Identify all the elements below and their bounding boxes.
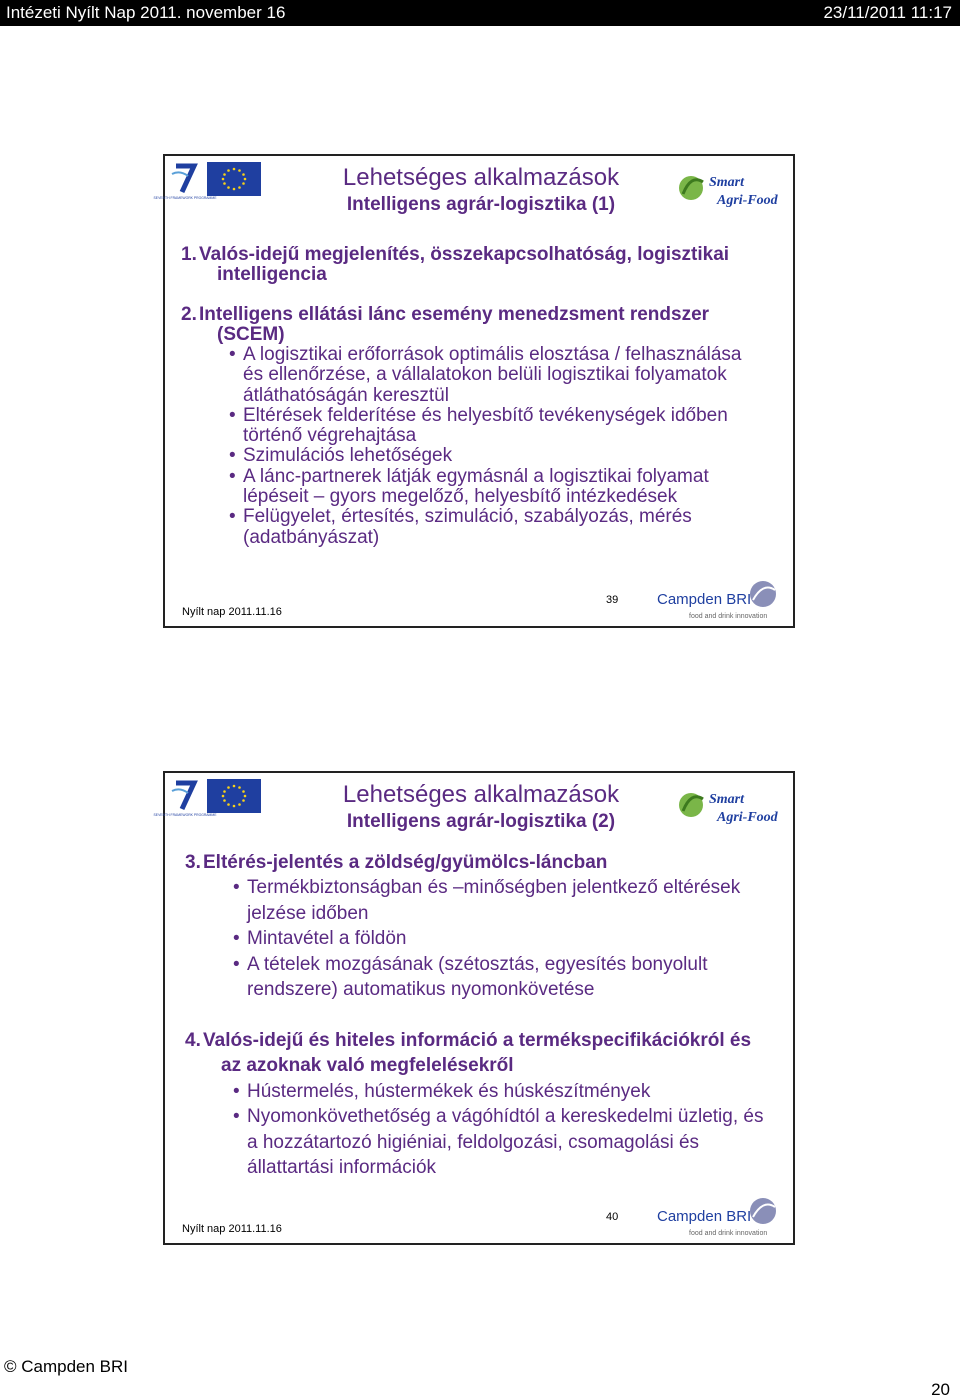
slide-39 xyxy=(153,154,795,628)
bullet-item: • A tételek mozgásának (szétosztás, egyesítés bonyolult rendszere) automatikus nyomonkövetése xyxy=(221,952,773,1003)
copyright-footer: © Campden BRI xyxy=(4,1357,129,1376)
document-header-bar xyxy=(0,0,960,26)
campden-tagline: food and drink innovation xyxy=(689,1230,768,1237)
campden-bri-logo xyxy=(655,1195,779,1239)
numbered-item: 4. Valós-idejű és hiteles információ a termékspecifikációkról és az azoknak való megfelelésekről xyxy=(185,1029,752,1076)
bullet-list xyxy=(217,345,759,548)
bullet-item: • Nyomonkövethetőség a vágóhídtól a kereskedelmi üzletig, és a hozzátartozó higiéniai, feldolgozási, csomagolási és állattartási információk xyxy=(221,1104,773,1181)
slide-footer-text: Nyílt nap 2011.11.16 xyxy=(182,606,282,618)
slide-title: Lehetséges alkalmazások xyxy=(342,781,620,808)
fp7-logo-text: SEVENTH FRAMEWORK PROGRAMME xyxy=(153,196,217,200)
fp7-logo-text: SEVENTH FRAMEWORK PROGRAMME xyxy=(153,813,217,817)
bullet-item: • A lánc-partnerek látják egymásnál a logisztikai folyamat lépéseit – gyors megelőző, helyesbítő intézkedések xyxy=(217,467,759,508)
bullet-list xyxy=(221,875,773,1003)
agrifood-logo-text: Agri-Food xyxy=(717,810,778,825)
slide-subtitle: Intelligens agrár-logisztika (1) xyxy=(346,194,616,215)
slide-title: Lehetséges alkalmazások xyxy=(342,164,620,191)
numbered-item: 1. Valós-idejű megjelenítés, összekapcsolhatóság, logisztikai intelligencia xyxy=(181,244,730,285)
bullet-item: • Mintavétel a földön xyxy=(221,926,773,952)
slide-page-number: 39 xyxy=(606,594,619,606)
bullet-item: • Termékbiztonságban és –minőségben jelentkező eltérések jelzése időben xyxy=(221,875,773,926)
slide-body xyxy=(181,244,759,548)
item-text: Valós-idejű megjelenítés, összekapcsolhatóság, logisztikai intelligencia xyxy=(199,244,730,285)
campden-logo-text: Campden BRI xyxy=(657,591,752,608)
slide-footer-text: Nyílt nap 2011.11.16 xyxy=(182,1223,282,1235)
slide-page-number: 40 xyxy=(606,1211,619,1223)
bullet-item: • Felügyelet, értesítés, szimuláció, szabályozás, mérés (adatbányászat) xyxy=(217,507,759,548)
item-text: Intelligens ellátási lánc esemény menedzsment rendszer (SCEM) xyxy=(199,304,710,345)
slide-body xyxy=(185,850,773,1181)
item-text: Eltérés-jelentés a zöldség/gyümölcs-láncban xyxy=(203,852,608,873)
bullet-item: • Eltérések felderítése és helyesbítő tevékenységek időben történő végrehajtása xyxy=(217,406,759,447)
document-page-number: 20 xyxy=(931,1380,950,1399)
header-left-text: Intézeti Nyílt Nap 2011. november 16 xyxy=(6,3,286,22)
agrifood-logo-text: Agri-Food xyxy=(717,193,778,208)
campden-logo-text: Campden BRI xyxy=(657,1208,752,1225)
bullet-item: • A logisztikai erőforrások optimális elosztása / felhasználása és ellenőrzése, a vállalatokon belüli logisztikai folyamatok átláthatóságán keresztül xyxy=(217,345,759,406)
bullet-list xyxy=(221,1079,773,1181)
bullet-item: • Hústermelés, hústermékek és húskészítmények xyxy=(221,1079,773,1105)
campden-tagline: food and drink innovation xyxy=(689,613,768,620)
numbered-item: 3. Eltérés-jelentés a zöldség/gyümölcs-láncban xyxy=(185,852,608,873)
campden-bri-logo xyxy=(655,578,779,622)
numbered-item: 2. Intelligens ellátási lánc esemény menedzsment rendszer (SCEM) xyxy=(181,304,710,345)
smart-logo-text: Smart xyxy=(709,792,745,807)
bullet-item: • Szimulációs lehetőségek xyxy=(217,446,759,466)
slide-40 xyxy=(153,771,795,1245)
smart-logo-text: Smart xyxy=(709,175,745,190)
item-text: Valós-idejű és hiteles információ a termékspecifikációkról és az azoknak való megfelelésekről xyxy=(203,1029,752,1076)
header-date-time: 23/11/2011 11:17 xyxy=(823,3,952,22)
slide-subtitle: Intelligens agrár-logisztika (2) xyxy=(346,811,616,832)
